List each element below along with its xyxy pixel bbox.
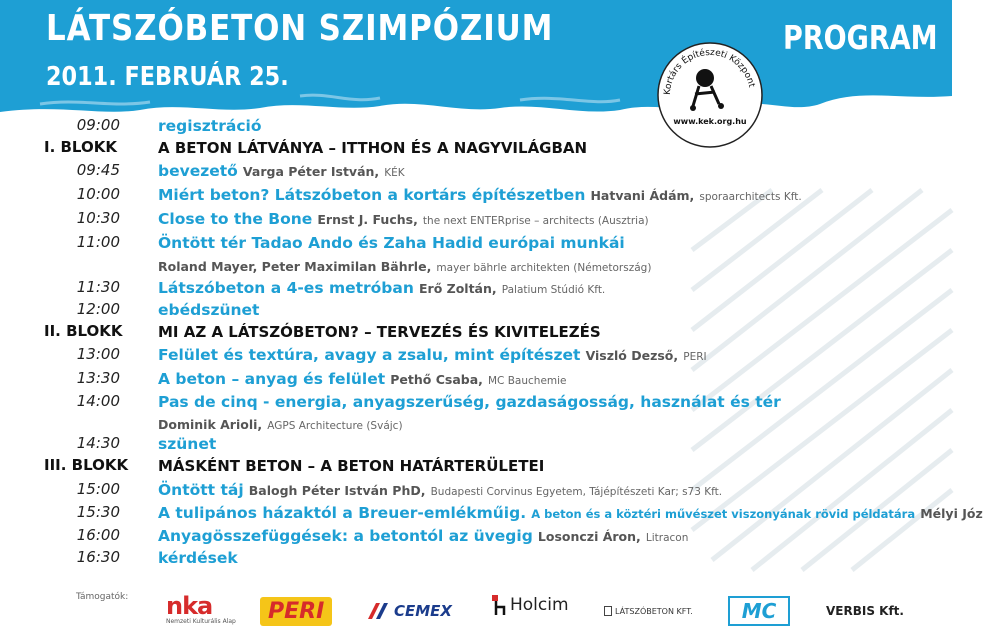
- row-topic: ebédszünet: [158, 301, 260, 319]
- row-topic: Öntött táj: [158, 481, 244, 499]
- block-header-2: [0, 322, 952, 344]
- sponsor-latszobeton: [604, 594, 693, 628]
- row-speaker: Pethő Csaba,: [390, 372, 483, 387]
- logo-ring-text: Kortárs Építészeti Központ: [662, 47, 757, 96]
- sponsor-verbis: [826, 594, 904, 628]
- row-speaker: Varga Péter István,: [242, 164, 380, 179]
- row-speaker: Dominik Arioli,: [158, 417, 263, 432]
- peri-logo-text: PERI: [260, 597, 332, 626]
- row-time: 11:30: [76, 278, 120, 296]
- schedule-row: [0, 503, 983, 525]
- row-org: MC Bauchemie: [488, 375, 567, 387]
- schedule-row: [0, 116, 952, 138]
- row-time: 15:00: [76, 480, 120, 498]
- block-label: II. BLOKK: [44, 322, 123, 340]
- schedule-row-continuation: [0, 414, 952, 436]
- row-org: Litracon: [645, 532, 689, 544]
- row-org: mayer bährle architekten (Németország): [436, 262, 652, 274]
- schedule-row: [0, 185, 952, 207]
- schedule-row: [0, 526, 952, 548]
- block-heading: MI AZ A LÁTSZÓBETON? – TERVEZÉS ÉS KIVITELEZÉS: [158, 323, 601, 341]
- row-time: 14:00: [76, 392, 120, 410]
- row-topic: regisztráció: [158, 117, 262, 135]
- row-time: 10:30: [76, 209, 120, 227]
- row-topic: A tulipános házaktól a Breuer-emlékműig.: [158, 504, 527, 522]
- row-topic: Felület és textúra, avagy a zsalu, mint építészet: [158, 346, 581, 364]
- nka-logo-text: nka: [166, 592, 213, 620]
- schedule-row: [0, 369, 952, 391]
- row-time: 16:00: [76, 526, 120, 544]
- sponsor-cemex: [366, 594, 452, 628]
- row-speaker: Losonczi Áron,: [537, 529, 641, 544]
- row-time: 12:00: [76, 300, 120, 318]
- schedule-row-continuation: [0, 256, 952, 278]
- schedule-row: [0, 392, 952, 414]
- row-org: the next ENTERprise – architects (Ausztria): [422, 215, 649, 227]
- row-topic: szünet: [158, 435, 217, 453]
- mc-logo-text: MC: [728, 596, 790, 626]
- row-org: sporaarchitects Kft.: [699, 191, 802, 203]
- holcim-icon: [490, 593, 508, 617]
- row-topic: bevezető: [158, 162, 238, 180]
- latszobeton-icon: [604, 606, 612, 616]
- sponsor-mc: [728, 594, 790, 628]
- row-time: 11:00: [76, 233, 120, 251]
- row-topic: Pas de cinq - energia, anyagszerűség, gazdaságosság, használat és tér: [158, 393, 781, 411]
- block-label: I. BLOKK: [44, 138, 117, 156]
- event-date: 2011. FEBRUÁR 25.: [46, 62, 289, 92]
- row-time: 10:00: [76, 185, 120, 203]
- schedule-row: [0, 209, 952, 231]
- block-heading: A BETON LÁTVÁNYA – ITTHON ÉS A NAGYVILÁGBAN: [158, 139, 588, 157]
- row-topic: Látszóbeton a 4-es metróban: [158, 279, 414, 297]
- row-topic: kérdések: [158, 549, 238, 567]
- row-speaker: Ernst J. Fuchs,: [317, 212, 418, 227]
- verbis-logo-text: VERBIS Kft.: [826, 604, 904, 618]
- schedule-row: [0, 300, 952, 322]
- block-header-1: [0, 138, 952, 160]
- schedule-row: [0, 345, 952, 367]
- row-org: AGPS Architecture (Svájc): [267, 420, 403, 432]
- row-topic: Öntött tér Tadao Ando és Zaha Hadid európai munkái: [158, 234, 625, 252]
- row-speaker: Mélyi Józ: [920, 506, 983, 521]
- row-time: 14:30: [76, 434, 120, 452]
- cemex-logo-text: CEMEX: [394, 602, 452, 620]
- row-topic: Miért beton? Látszóbeton a kortárs építészetben: [158, 186, 586, 204]
- holcim-logo-text: Holcim: [510, 595, 569, 615]
- sponsors-label: Támogatók:: [76, 592, 129, 602]
- block-label: III. BLOKK: [44, 456, 129, 474]
- row-time: 09:00: [76, 116, 120, 134]
- row-time: 15:30: [76, 503, 120, 521]
- row-topic: Anyagösszefüggések: a betontól az üvegig: [158, 527, 533, 545]
- cemex-icon: [366, 601, 392, 621]
- schedule-row: [0, 548, 952, 570]
- row-speaker: Hatvani Ádám,: [590, 188, 695, 203]
- row-subtopic: A beton és a köztéri művészet viszonyának rövid példatára: [531, 507, 916, 521]
- row-org: KÉK: [384, 167, 405, 179]
- row-org: Palatium Stúdió Kft.: [501, 284, 606, 296]
- row-org: PERI: [683, 351, 707, 363]
- row-speaker: Roland Mayer, Peter Maximilan Bährle,: [158, 259, 432, 274]
- schedule-row: [0, 233, 952, 255]
- program-label: PROGRAM: [783, 18, 938, 57]
- schedule-row: [0, 161, 952, 183]
- block-header-3: [0, 456, 952, 478]
- row-time: 13:30: [76, 369, 120, 387]
- schedule-row: [0, 278, 952, 300]
- row-speaker: Balogh Péter István PhD,: [248, 483, 426, 498]
- row-time: 16:30: [76, 548, 120, 566]
- row-speaker: Erő Zoltán,: [419, 281, 497, 296]
- row-time: 13:00: [76, 345, 120, 363]
- row-topic: Close to the Bone: [158, 210, 313, 228]
- schedule-row: [0, 434, 952, 456]
- row-speaker: Viszló Dezső,: [585, 348, 679, 363]
- event-title: LÁTSZÓBETON SZIMPÓZIUM: [46, 8, 554, 49]
- nka-subtitle: Nemzeti Kulturális Alap: [166, 618, 236, 625]
- row-org: Budapesti Corvinus Egyetem, Tájépítészeti Kar; s73 Kft.: [430, 486, 723, 498]
- sponsor-holcim: [490, 588, 569, 622]
- row-time: 09:45: [76, 161, 120, 179]
- row-topic: A beton – anyag és felület: [158, 370, 386, 388]
- sponsor-nka: [166, 594, 236, 628]
- sponsor-peri: [260, 594, 332, 628]
- latszobeton-logo-text: LÁTSZÓBETON KFT.: [615, 606, 693, 616]
- schedule-row: [0, 480, 952, 502]
- logo-url: www.kek.org.hu: [673, 117, 747, 126]
- block-heading: MÁSKÉNT BETON – A BETON HATÁRTERÜLETEI: [158, 457, 545, 475]
